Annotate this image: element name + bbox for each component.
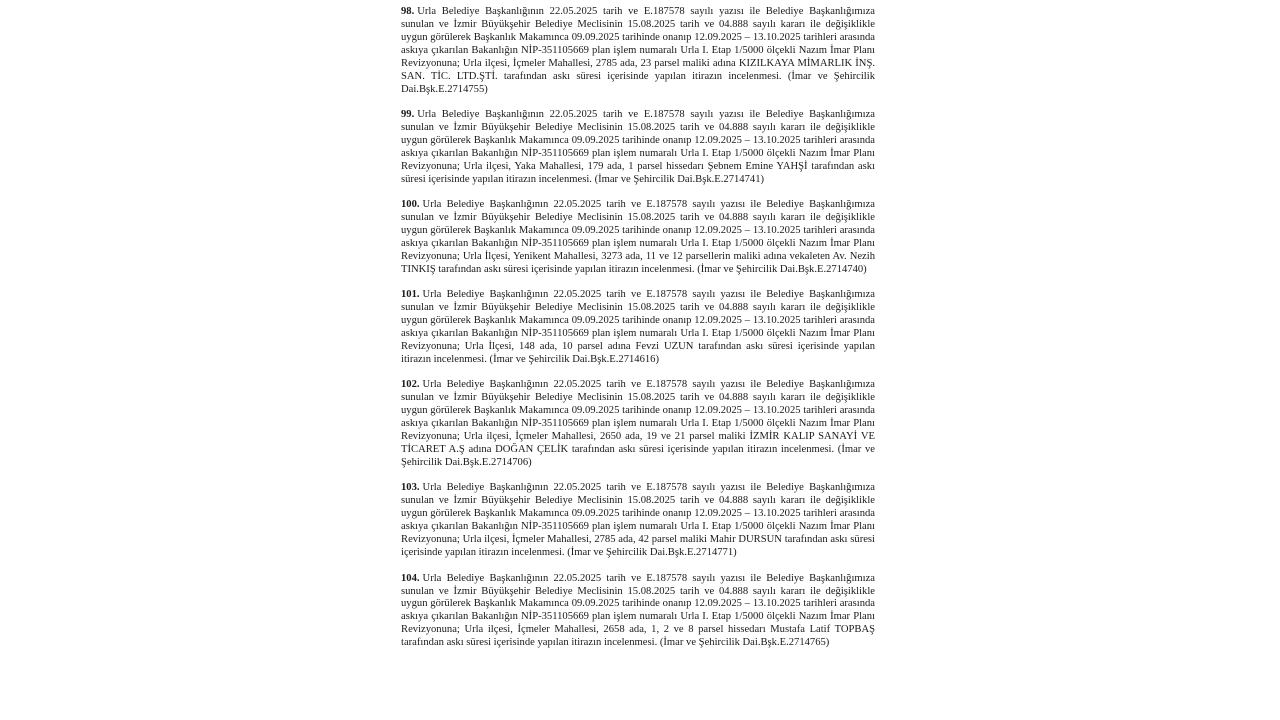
agenda-item-text: Urla Belediye Başkanlığının 22.05.2025 tarih ve E.187578 sayılı yazısı ile Belediye Başkanlığımıza sunulan ve İzmir Büyükşehir Belediye Meclisinin 15.08.2025 tarih ve 04.888 sayılı kararı ile değişiklikle uygun görülerek Başkanlık Makamınca 09.09.2025 tarihinde onanıp 12.09.2025 – 13.10.2025 tarihleri arasında askıya çıkarılan Bakanlığın NİP-351105669 plan işlem numaralı Urla I. Etap 1/5000 ölçekli Nazım İmar Planı Revizyonuna; Urla ilçesi, İçmeler Mahallesi, 2650 ada, 19 ve 21 parsel maliki İZMİR KALIP SANAYİ VE TİCARET A.Ş adına DOĞAN ÇELİK tarafından askı süresi içerisinde yapılan itirazın incelenmesi. (İmar ve Şehircilik Dai.Bşk.E.2714706) xyxy=(401,379,875,469)
agenda-item-98 xyxy=(401,6,875,97)
agenda-item-text: Urla Belediye Başkanlığının 22.05.2025 tarih ve E.187578 sayılı yazısı ile Belediye Başkanlığımıza sunulan ve İzmir Büyükşehir Belediye Meclisinin 15.08.2025 tarih ve 04.888 sayılı kararı ile değişiklikle uygun görülerek Başkanlık Makamınca 09.09.2025 tarihinde onanıp 12.09.2025 – 13.10.2025 tarihleri arasında askıya çıkarılan Bakanlığın NİP-351105669 plan işlem numaralı Urla I. Etap 1/5000 ölçekli Nazım İmar Planı Revizyonuna; Urla ilçesi, İçmeler Mahallesi, 2785 ada, 42 parsel maliki Mahir DURSUN tarafından askı süresi içerisinde yapılan itirazın incelenmesi. (İmar ve Şehircilik Dai.Bşk.E.2714771) xyxy=(401,482,875,559)
agenda-item-number: 103. xyxy=(401,482,420,494)
agenda-item-103 xyxy=(401,482,875,560)
agenda-item-text: Urla Belediye Başkanlığının 22.05.2025 tarih ve E.187578 sayılı yazısı ile Belediye Başkanlığımıza sunulan ve İzmir Büyükşehir Belediye Meclisinin 15.08.2025 tarih ve 04.888 sayılı kararı ile değişiklikle uygun görülerek Başkanlık Makamınca 09.09.2025 tarihinde onanıp 12.09.2025 – 13.10.2025 tarihleri arasında askıya çıkarılan Bakanlığın NİP-351105669 plan işlem numaralı Urla I. Etap 1/5000 ölçekli Nazım İmar Planı Revizyonuna; Urla ilçesi, İçmeler Mahallesi, 2785 ada, 23 parsel maliki adına KIZILKAYA MİMARLIK İNŞ. SAN. TİC. LTD.ŞTİ. tarafından askı süresi içerisinde yapılan itirazın incelenmesi. (İmar ve Şehircilik Dai.Bşk.E.2714755) xyxy=(401,6,875,95)
agenda-item-text: Urla Belediye Başkanlığının 22.05.2025 tarih ve E.187578 sayılı yazısı ile Belediye Başkanlığımıza sunulan ve İzmir Büyükşehir Belediye Meclisinin 15.08.2025 tarih ve 04.888 sayılı kararı ile değişiklikle uygun görülerek Başkanlık Makamınca 09.09.2025 tarihinde onanıp 12.09.2025 – 13.10.2025 tarihleri arasında askıya çıkarılan Bakanlığın NİP-351105669 plan işlem numaralı Urla I. Etap 1/5000 ölçekli Nazım İmar Planı Revizyonuna; Urla İlçesi, Yenikent Mahallesi, 3273 ada, 11 ve 12 parsellerin maliki adına vekaleten Av. Nezih TINKIŞ tarafından askı süresi içerisinde yapılan itirazın incelenmesi. (İmar ve Şehircilik Dai.Bşk.E.2714740) xyxy=(401,199,875,275)
agenda-item-102 xyxy=(401,379,875,470)
agenda-item-text: Urla Belediye Başkanlığının 22.05.2025 tarih ve E.187578 sayılı yazısı ile Belediye Başkanlığımıza sunulan ve İzmir Büyükşehir Belediye Meclisinin 15.08.2025 tarih ve 04.888 sayılı kararı ile değişiklikle uygun görülerek Başkanlık Makamınca 09.09.2025 tarihinde onanıp 12.09.2025 – 13.10.2025 tarihleri arasında askıya çıkarılan Bakanlığın NİP-351105669 plan işlem numaralı Urla I. Etap 1/5000 ölçekli Nazım İmar Planı Revizyonuna; Urla ilçesi, İçmeler Mahallesi, 2658 ada, 1, 2 ve 8 parsel hissedarı Mustafa Latif TOPBAŞ tarafından askı süresi içerisinde yapılan itirazın incelenmesi. (İmar ve Şehircilik Dai.Bşk.E.2714765) xyxy=(401,572,875,649)
agenda-column xyxy=(401,6,875,663)
agenda-item-number: 98. xyxy=(401,6,415,17)
agenda-item-104 xyxy=(401,573,875,651)
agenda-item-99 xyxy=(401,109,875,187)
agenda-item-101 xyxy=(401,289,875,367)
agenda-item-number: 104. xyxy=(401,572,420,584)
agenda-item-number: 101. xyxy=(401,289,420,301)
agenda-item-number: 102. xyxy=(401,379,420,391)
agenda-item-text: Urla Belediye Başkanlığının 22.05.2025 tarih ve E.187578 sayılı yazısı ile Belediye Başkanlığımıza sunulan ve İzmir Büyükşehir Belediye Meclisinin 15.08.2025 tarih ve 04.888 sayılı kararı ile değişiklikle uygun görülerek Başkanlık Makamınca 09.09.2025 tarihinde onanıp 12.09.2025 – 13.10.2025 tarihleri arasında askıya çıkarılan Bakanlığın NİP-351105669 plan işlem numaralı Urla I. Etap 1/5000 ölçekli Nazım İmar Planı Revizyonuna; Urla İlçesi, 148 ada, 10 parsel adına Fevzi UZUN tarafından askı süresi içerisinde yapılan itirazın incelenmesi. (İmar ve Şehircilik Dai.Bşk.E.2714616) xyxy=(401,289,875,366)
agenda-item-number: 99. xyxy=(401,109,415,121)
agenda-item-100 xyxy=(401,199,875,277)
agenda-item-text: Urla Belediye Başkanlığının 22.05.2025 tarih ve E.187578 sayılı yazısı ile Belediye Başkanlığımıza sunulan ve İzmir Büyükşehir Belediye Meclisinin 15.08.2025 tarih ve 04.888 sayılı kararı ile değişiklikle uygun görülerek Başkanlık Makamınca 09.09.2025 tarihinde onanıp 12.09.2025 – 13.10.2025 tarihleri arasında askıya çıkarılan Bakanlığın NİP-351105669 plan işlem numaralı Urla I. Etap 1/5000 ölçekli Nazım İmar Planı Revizyonuna; Urla ilçesi, Yaka Mahallesi, 179 ada, 1 parsel hissedarı Şebnem Emine YAHŞİ tarafından askı süresi içerisinde yapılan itirazın incelenmesi. (İmar ve Şehircilik Dai.Bşk.E.2714741) xyxy=(401,109,875,185)
agenda-item-number: 100. xyxy=(401,199,420,211)
